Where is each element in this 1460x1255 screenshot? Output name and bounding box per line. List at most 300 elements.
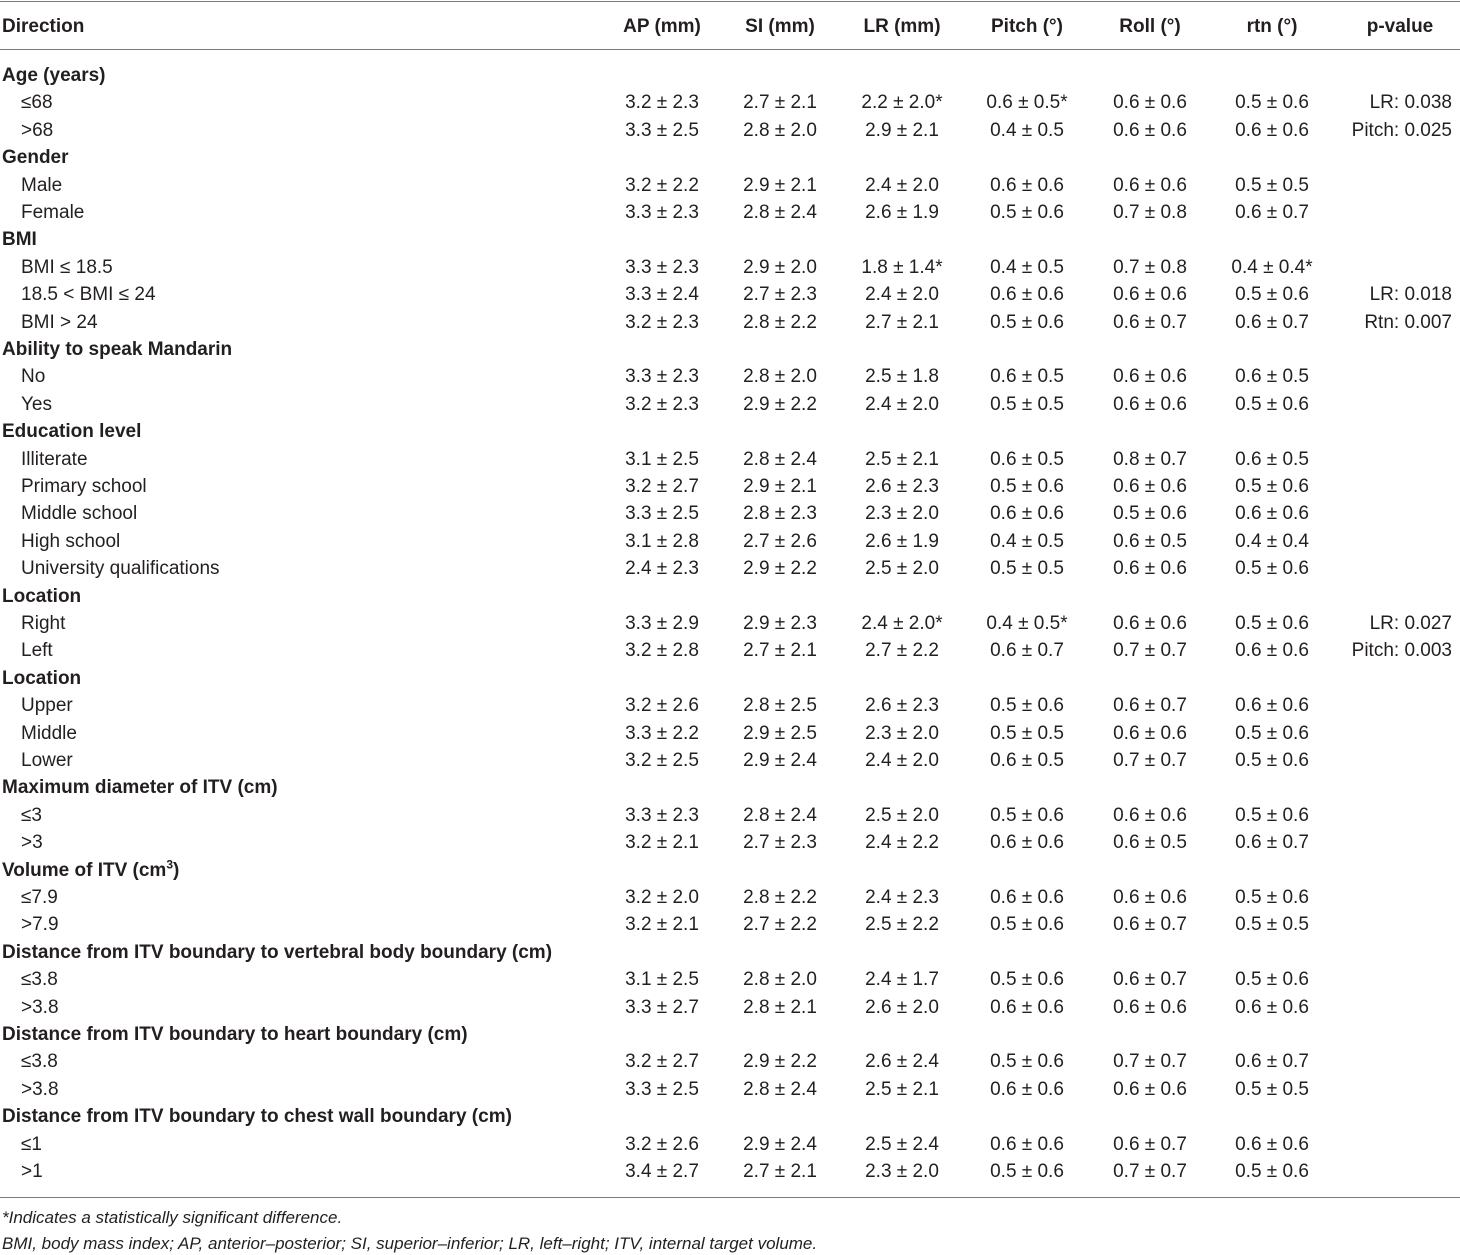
ap-value: 3.2 ± 2.8 xyxy=(625,640,699,662)
lr-value: 2.6 ± 2.3 xyxy=(865,695,939,717)
pitch-value: 0.6 ± 0.5 xyxy=(990,750,1064,771)
row-label xyxy=(21,1076,59,1103)
header-rtn: rtn (°) xyxy=(1246,16,1298,37)
p-value xyxy=(1322,199,1452,226)
row-label xyxy=(21,747,73,774)
group-label xyxy=(2,1021,468,1048)
lr-value: 1.8 ± 1.4* xyxy=(861,256,943,278)
si-value: 2.8 ± 2.0 xyxy=(743,366,817,388)
pitch-value: 0.6 ± 0.6 xyxy=(990,1133,1064,1155)
si-value: 2.7 ± 2.6 xyxy=(743,530,817,552)
rtn-value: 0.5 ± 0.6 xyxy=(1235,284,1309,306)
row-label xyxy=(21,720,77,747)
group-heading-row xyxy=(0,144,1460,171)
lr-value: 2.4 ± 2.2 xyxy=(865,832,939,854)
si-value: 2.8 ± 2.1 xyxy=(743,996,817,1018)
lr-value: 2.5 ± 1.8 xyxy=(865,366,939,388)
ap-value: 3.2 ± 2.5 xyxy=(625,750,699,771)
label-suffix: ) xyxy=(173,859,180,881)
roll-value: 0.6 ± 0.6 xyxy=(1113,366,1187,388)
p-value: LR: 0.027 xyxy=(1369,613,1452,634)
rtn-value: 0.6 ± 0.5 xyxy=(1235,448,1309,470)
label-text: Middle xyxy=(21,722,77,744)
label-text: >3 xyxy=(21,832,43,854)
si-value: 2.7 ± 2.3 xyxy=(743,832,817,854)
group-heading-row xyxy=(0,939,1460,966)
label-text: ≤68 xyxy=(21,92,53,114)
table-row xyxy=(0,884,1460,911)
rtn-value: 0.6 ± 0.6 xyxy=(1235,640,1309,662)
lr-value: 2.4 ± 1.7 xyxy=(865,969,939,991)
p-value xyxy=(1322,692,1452,719)
roll-value: 0.6 ± 0.6 xyxy=(1113,92,1187,114)
lr-value: 2.9 ± 2.1 xyxy=(865,119,939,141)
label-text: University qualifications xyxy=(21,558,220,580)
p-value: Pitch: 0.003 xyxy=(1351,640,1452,662)
row-label xyxy=(21,555,220,582)
roll-value: 0.7 ± 0.7 xyxy=(1113,640,1187,662)
pitch-value: 0.5 ± 0.6 xyxy=(990,1051,1064,1073)
roll-value: 0.6 ± 0.7 xyxy=(1113,1133,1187,1155)
si-value: 2.7 ± 2.3 xyxy=(743,284,817,306)
table-row xyxy=(0,473,1460,500)
row-label xyxy=(21,172,62,199)
p-value xyxy=(1322,911,1452,938)
roll-value: 0.6 ± 0.6 xyxy=(1113,558,1187,580)
pitch-value: 0.5 ± 0.5 xyxy=(990,558,1064,580)
ap-value: 2.4 ± 2.3 xyxy=(625,558,699,580)
pitch-value: 0.5 ± 0.6 xyxy=(990,695,1064,717)
rtn-value: 0.5 ± 0.6 xyxy=(1235,969,1309,991)
si-value: 2.9 ± 2.2 xyxy=(743,393,817,415)
lr-value: 2.4 ± 2.0 xyxy=(865,284,939,306)
ap-value: 3.2 ± 2.1 xyxy=(625,832,699,854)
roll-value: 0.6 ± 0.5 xyxy=(1113,832,1187,854)
label-text: ≤7.9 xyxy=(21,887,58,908)
rtn-value: 0.5 ± 0.6 xyxy=(1235,92,1309,114)
label-text: Ability to speak Mandarin xyxy=(2,339,233,360)
roll-value: 0.8 ± 0.7 xyxy=(1113,448,1187,470)
si-value: 2.7 ± 2.1 xyxy=(743,1161,817,1182)
si-value: 2.9 ± 2.0 xyxy=(743,256,817,278)
ap-value: 3.3 ± 2.5 xyxy=(625,503,699,525)
p-value xyxy=(1322,966,1452,993)
rtn-value: 0.6 ± 0.6 xyxy=(1235,1133,1309,1155)
header-pitch: Pitch (°) xyxy=(991,16,1063,37)
p-value xyxy=(1322,446,1452,473)
si-value: 2.8 ± 2.4 xyxy=(743,804,817,826)
p-value xyxy=(1322,1048,1452,1075)
pitch-value: 0.5 ± 0.6 xyxy=(990,476,1064,497)
group-label xyxy=(2,665,81,692)
rtn-value: 0.5 ± 0.6 xyxy=(1235,476,1309,497)
pitch-value: 0.6 ± 0.6 xyxy=(990,887,1064,908)
header-p-value: p-value xyxy=(1366,16,1434,37)
rtn-value: 0.6 ± 0.7 xyxy=(1235,311,1309,333)
label-text: ≤3 xyxy=(21,804,42,826)
roll-value: 0.6 ± 0.7 xyxy=(1113,311,1187,333)
footnote-significance: *Indicates a statistically significant difference. xyxy=(2,1208,343,1227)
row-label xyxy=(21,1048,58,1075)
rtn-value: 0.5 ± 0.6 xyxy=(1235,750,1309,771)
rtn-value: 0.5 ± 0.6 xyxy=(1235,887,1309,908)
si-value: 2.8 ± 2.3 xyxy=(743,503,817,525)
ap-value: 3.4 ± 2.7 xyxy=(625,1161,699,1182)
pitch-value: 0.4 ± 0.5 xyxy=(990,530,1064,552)
header-lr: LR (mm) xyxy=(863,16,941,37)
label-text: Upper xyxy=(21,695,73,717)
ap-value: 3.3 ± 2.3 xyxy=(625,256,699,278)
rtn-value: 0.6 ± 0.7 xyxy=(1235,202,1309,223)
label-text: Location xyxy=(2,585,82,607)
si-value: 2.9 ± 2.3 xyxy=(743,613,817,634)
si-value: 2.7 ± 2.2 xyxy=(743,914,817,936)
group-heading-row xyxy=(0,1103,1460,1130)
table-row xyxy=(0,199,1460,226)
ap-value: 3.2 ± 2.3 xyxy=(625,92,699,114)
roll-value: 0.6 ± 0.7 xyxy=(1113,969,1187,991)
table-row xyxy=(0,802,1460,829)
p-value xyxy=(1322,720,1452,747)
table-row xyxy=(0,446,1460,473)
table-row xyxy=(0,1158,1460,1185)
label-text: Volume of ITV (cm xyxy=(2,859,167,881)
header-direction: Direction xyxy=(2,16,85,37)
lr-value: 2.5 ± 2.1 xyxy=(865,1078,939,1100)
pitch-value: 0.6 ± 0.6 xyxy=(990,284,1064,306)
table-row xyxy=(0,117,1460,144)
label-text: Illiterate xyxy=(21,448,88,470)
label-text: Right xyxy=(21,613,66,634)
table-row xyxy=(0,747,1460,774)
row-label xyxy=(21,911,59,938)
lr-value: 2.4 ± 2.0 xyxy=(865,393,939,415)
label-text: Gender xyxy=(2,147,69,169)
row-label xyxy=(21,117,53,144)
table-row xyxy=(0,966,1460,993)
lr-value: 2.5 ± 2.0 xyxy=(865,558,939,580)
table-row xyxy=(0,281,1460,308)
p-value xyxy=(1322,363,1452,390)
ap-value: 3.1 ± 2.5 xyxy=(625,969,699,991)
roll-value: 0.6 ± 0.6 xyxy=(1113,174,1187,196)
header-rule xyxy=(0,49,1460,50)
label-text: No xyxy=(21,366,46,388)
rtn-value: 0.6 ± 0.5 xyxy=(1235,366,1309,388)
label-text: Female xyxy=(21,202,85,223)
pitch-value: 0.6 ± 0.5* xyxy=(986,92,1068,114)
group-label xyxy=(2,336,232,363)
pitch-value: 0.4 ± 0.5 xyxy=(990,256,1064,278)
roll-value: 0.6 ± 0.6 xyxy=(1113,284,1187,306)
group-heading-row xyxy=(0,62,1460,89)
group-label xyxy=(2,418,141,445)
table-header-row xyxy=(0,13,1460,40)
row-label xyxy=(21,446,88,473)
group-heading-row xyxy=(0,774,1460,801)
group-heading-row xyxy=(0,857,1460,884)
lr-value: 2.7 ± 2.2 xyxy=(865,640,939,662)
label-text: Age (years) xyxy=(2,65,106,86)
rtn-value: 0.5 ± 0.5 xyxy=(1235,1078,1309,1100)
label-text: Education level xyxy=(2,421,142,443)
label-text: High school xyxy=(21,530,121,552)
row-label xyxy=(21,281,156,308)
row-label xyxy=(21,829,43,856)
label-text: >3.8 xyxy=(21,996,59,1018)
label-text: BMI xyxy=(2,229,37,251)
pitch-value: 0.6 ± 0.5 xyxy=(990,448,1064,470)
lr-value: 2.6 ± 2.0 xyxy=(865,996,939,1018)
lr-value: 2.5 ± 2.4 xyxy=(865,1133,939,1155)
label-text: BMI ≤ 18.5 xyxy=(21,256,113,278)
roll-value: 0.6 ± 0.6 xyxy=(1113,613,1187,634)
p-value xyxy=(1322,1076,1452,1103)
p-value xyxy=(1322,829,1452,856)
table-row xyxy=(0,720,1460,747)
roll-value: 0.6 ± 0.6 xyxy=(1113,476,1187,497)
group-label xyxy=(2,62,106,89)
ap-value: 3.2 ± 2.3 xyxy=(625,311,699,333)
pitch-value: 0.6 ± 0.6 xyxy=(990,1078,1064,1100)
roll-value: 0.7 ± 0.7 xyxy=(1113,750,1187,771)
si-value: 2.8 ± 2.4 xyxy=(743,448,817,470)
table-row xyxy=(0,994,1460,1021)
rtn-value: 0.5 ± 0.6 xyxy=(1235,613,1309,634)
si-value: 2.9 ± 2.4 xyxy=(743,1133,817,1155)
row-label xyxy=(21,1158,43,1185)
lr-value: 2.6 ± 1.9 xyxy=(865,530,939,552)
pitch-value: 0.6 ± 0.6 xyxy=(990,832,1064,854)
pitch-value: 0.6 ± 0.6 xyxy=(990,996,1064,1018)
rtn-value: 0.5 ± 0.6 xyxy=(1235,1161,1309,1182)
si-value: 2.8 ± 2.2 xyxy=(743,311,817,333)
si-value: 2.9 ± 2.5 xyxy=(743,722,817,744)
roll-value: 0.6 ± 0.6 xyxy=(1113,722,1187,744)
lr-value: 2.4 ± 2.0* xyxy=(861,613,943,634)
group-heading-row xyxy=(0,583,1460,610)
si-value: 2.8 ± 2.0 xyxy=(743,119,817,141)
roll-value: 0.6 ± 0.7 xyxy=(1113,914,1187,936)
roll-value: 0.6 ± 0.6 xyxy=(1113,804,1187,826)
ap-value: 3.3 ± 2.2 xyxy=(625,722,699,744)
table-row xyxy=(0,829,1460,856)
label-text: Primary school xyxy=(21,476,147,497)
label-text: 18.5 < BMI ≤ 24 xyxy=(21,284,156,306)
ap-value: 3.3 ± 2.7 xyxy=(625,996,699,1018)
ap-value: 3.3 ± 2.4 xyxy=(625,284,699,306)
table-row xyxy=(0,911,1460,938)
row-label xyxy=(21,500,137,527)
table-row xyxy=(0,363,1460,390)
ap-value: 3.1 ± 2.5 xyxy=(625,448,699,470)
label-text: >1 xyxy=(21,1161,43,1182)
rtn-value: 0.6 ± 0.6 xyxy=(1235,695,1309,717)
group-label xyxy=(2,857,179,884)
label-text: Middle school xyxy=(21,503,138,525)
row-label xyxy=(21,391,52,418)
si-value: 2.8 ± 2.5 xyxy=(743,695,817,717)
label-text: ≤3.8 xyxy=(21,969,58,991)
pitch-value: 0.5 ± 0.5 xyxy=(990,393,1064,415)
pitch-value: 0.5 ± 0.6 xyxy=(990,311,1064,333)
pitch-value: 0.6 ± 0.6 xyxy=(990,174,1064,196)
lr-value: 2.6 ± 2.3 xyxy=(865,476,939,497)
roll-value: 0.6 ± 0.6 xyxy=(1113,887,1187,908)
row-label xyxy=(21,473,147,500)
p-value xyxy=(1322,747,1452,774)
label-text: Distance from ITV boundary to vertebral body boundary (cm) xyxy=(2,941,553,963)
row-label xyxy=(21,884,58,911)
roll-value: 0.6 ± 0.6 xyxy=(1113,1078,1187,1100)
lr-value: 2.4 ± 2.3 xyxy=(865,887,939,908)
row-label xyxy=(21,1131,42,1158)
table-row xyxy=(0,254,1460,281)
p-value: Pitch: 0.025 xyxy=(1351,119,1452,141)
p-value xyxy=(1322,391,1452,418)
table-row xyxy=(0,555,1460,582)
table-row xyxy=(0,1131,1460,1158)
roll-value: 0.7 ± 0.8 xyxy=(1113,202,1187,223)
label-text: >7.9 xyxy=(21,914,59,936)
roll-value: 0.6 ± 0.6 xyxy=(1113,996,1187,1018)
ap-value: 3.2 ± 2.1 xyxy=(625,914,699,936)
table-row xyxy=(0,172,1460,199)
rtn-value: 0.5 ± 0.5 xyxy=(1235,914,1309,936)
label-text: ≤1 xyxy=(21,1133,42,1155)
label-text: >3.8 xyxy=(21,1078,59,1100)
rtn-value: 0.4 ± 0.4* xyxy=(1231,256,1313,278)
roll-value: 0.5 ± 0.6 xyxy=(1113,503,1187,525)
group-heading-row xyxy=(0,665,1460,692)
ap-value: 3.2 ± 2.0 xyxy=(625,887,699,908)
si-value: 2.8 ± 2.4 xyxy=(743,202,817,223)
si-value: 2.9 ± 2.2 xyxy=(743,1051,817,1073)
ap-value: 3.3 ± 2.3 xyxy=(625,366,699,388)
rtn-value: 0.5 ± 0.6 xyxy=(1235,722,1309,744)
ap-value: 3.3 ± 2.5 xyxy=(625,1078,699,1100)
p-value xyxy=(1322,500,1452,527)
si-value: 2.9 ± 2.1 xyxy=(743,174,817,196)
rtn-value: 0.5 ± 0.5 xyxy=(1235,174,1309,196)
table-row xyxy=(0,391,1460,418)
label-text: >68 xyxy=(21,119,54,141)
table-row xyxy=(0,637,1460,664)
ap-value: 3.3 ± 2.3 xyxy=(625,202,699,223)
label-text: ≤3.8 xyxy=(21,1051,58,1073)
group-heading-row xyxy=(0,336,1460,363)
header-roll: Roll (°) xyxy=(1119,16,1181,37)
ap-value: 3.2 ± 2.7 xyxy=(625,1051,699,1073)
si-value: 2.7 ± 2.1 xyxy=(743,92,817,114)
ap-value: 3.2 ± 2.7 xyxy=(625,476,699,497)
roll-value: 0.7 ± 0.7 xyxy=(1113,1051,1187,1073)
table-row xyxy=(0,610,1460,637)
pitch-value: 0.6 ± 0.5 xyxy=(990,366,1064,388)
ap-value: 3.2 ± 2.6 xyxy=(625,695,699,717)
rtn-value: 0.6 ± 0.6 xyxy=(1235,996,1309,1018)
label-text: Male xyxy=(21,174,63,196)
row-label xyxy=(21,610,65,637)
rtn-value: 0.6 ± 0.6 xyxy=(1235,503,1309,525)
p-value xyxy=(1322,172,1452,199)
row-label xyxy=(21,254,113,281)
group-label xyxy=(2,939,552,966)
pitch-value: 0.4 ± 0.5* xyxy=(986,613,1068,634)
table-row xyxy=(0,1076,1460,1103)
lr-value: 2.3 ± 2.0 xyxy=(865,503,939,525)
label-superscript: 3 xyxy=(166,857,174,872)
group-label xyxy=(2,144,69,171)
group-label xyxy=(2,583,81,610)
rtn-value: 0.6 ± 0.7 xyxy=(1235,1051,1309,1073)
roll-value: 0.6 ± 0.5 xyxy=(1113,530,1187,552)
ap-value: 3.2 ± 2.2 xyxy=(625,174,699,196)
ap-value: 3.3 ± 2.5 xyxy=(625,119,699,141)
table-top-rule xyxy=(0,1,1460,2)
row-label xyxy=(21,692,73,719)
rtn-value: 0.5 ± 0.6 xyxy=(1235,558,1309,580)
row-label xyxy=(21,802,42,829)
si-value: 2.9 ± 2.2 xyxy=(743,558,817,580)
table-row xyxy=(0,309,1460,336)
pitch-value: 0.5 ± 0.6 xyxy=(990,1161,1064,1182)
group-label xyxy=(2,226,37,253)
group-label xyxy=(2,774,278,801)
rtn-value: 0.4 ± 0.4 xyxy=(1235,530,1309,552)
roll-value: 0.6 ± 0.6 xyxy=(1113,119,1187,141)
row-label xyxy=(21,637,53,664)
lr-value: 2.2 ± 2.0* xyxy=(861,92,943,114)
p-value xyxy=(1322,1158,1452,1185)
lr-value: 2.5 ± 2.1 xyxy=(865,448,939,470)
si-value: 2.8 ± 2.4 xyxy=(743,1078,817,1100)
p-value xyxy=(1322,802,1452,829)
row-label xyxy=(21,199,84,226)
p-value xyxy=(1322,473,1452,500)
p-value: LR: 0.038 xyxy=(1369,92,1452,114)
p-value xyxy=(1322,555,1452,582)
p-value: Rtn: 0.007 xyxy=(1364,311,1452,333)
ap-value: 3.2 ± 2.6 xyxy=(625,1133,699,1155)
si-value: 2.8 ± 2.0 xyxy=(743,969,817,991)
p-value xyxy=(1322,994,1452,1021)
ap-value: 3.3 ± 2.9 xyxy=(625,613,699,634)
group-label xyxy=(2,1103,512,1130)
row-label xyxy=(21,994,59,1021)
rtn-value: 0.5 ± 0.6 xyxy=(1235,804,1309,826)
ap-value: 3.1 ± 2.8 xyxy=(625,530,699,552)
label-text: BMI > 24 xyxy=(21,311,98,333)
si-value: 2.9 ± 2.1 xyxy=(743,476,817,497)
pitch-value: 0.5 ± 0.6 xyxy=(990,969,1064,991)
label-text: Lower xyxy=(21,750,73,771)
p-value xyxy=(1322,884,1452,911)
row-label xyxy=(21,966,58,993)
roll-value: 0.7 ± 0.8 xyxy=(1113,256,1187,278)
pitch-value: 0.6 ± 0.6 xyxy=(990,503,1064,525)
label-text: Distance from ITV boundary to chest wall boundary (cm) xyxy=(2,1106,512,1128)
pitch-value: 0.6 ± 0.7 xyxy=(990,640,1064,662)
header-si: SI (mm) xyxy=(745,16,815,37)
lr-value: 2.5 ± 2.0 xyxy=(865,804,939,826)
roll-value: 0.6 ± 0.6 xyxy=(1113,393,1187,415)
row-label xyxy=(21,309,98,336)
lr-value: 2.6 ± 1.9 xyxy=(865,202,939,223)
group-heading-row xyxy=(0,226,1460,253)
label-text: Distance from ITV boundary to heart boundary (cm) xyxy=(2,1024,468,1045)
table-bottom-rule xyxy=(0,1197,1460,1198)
